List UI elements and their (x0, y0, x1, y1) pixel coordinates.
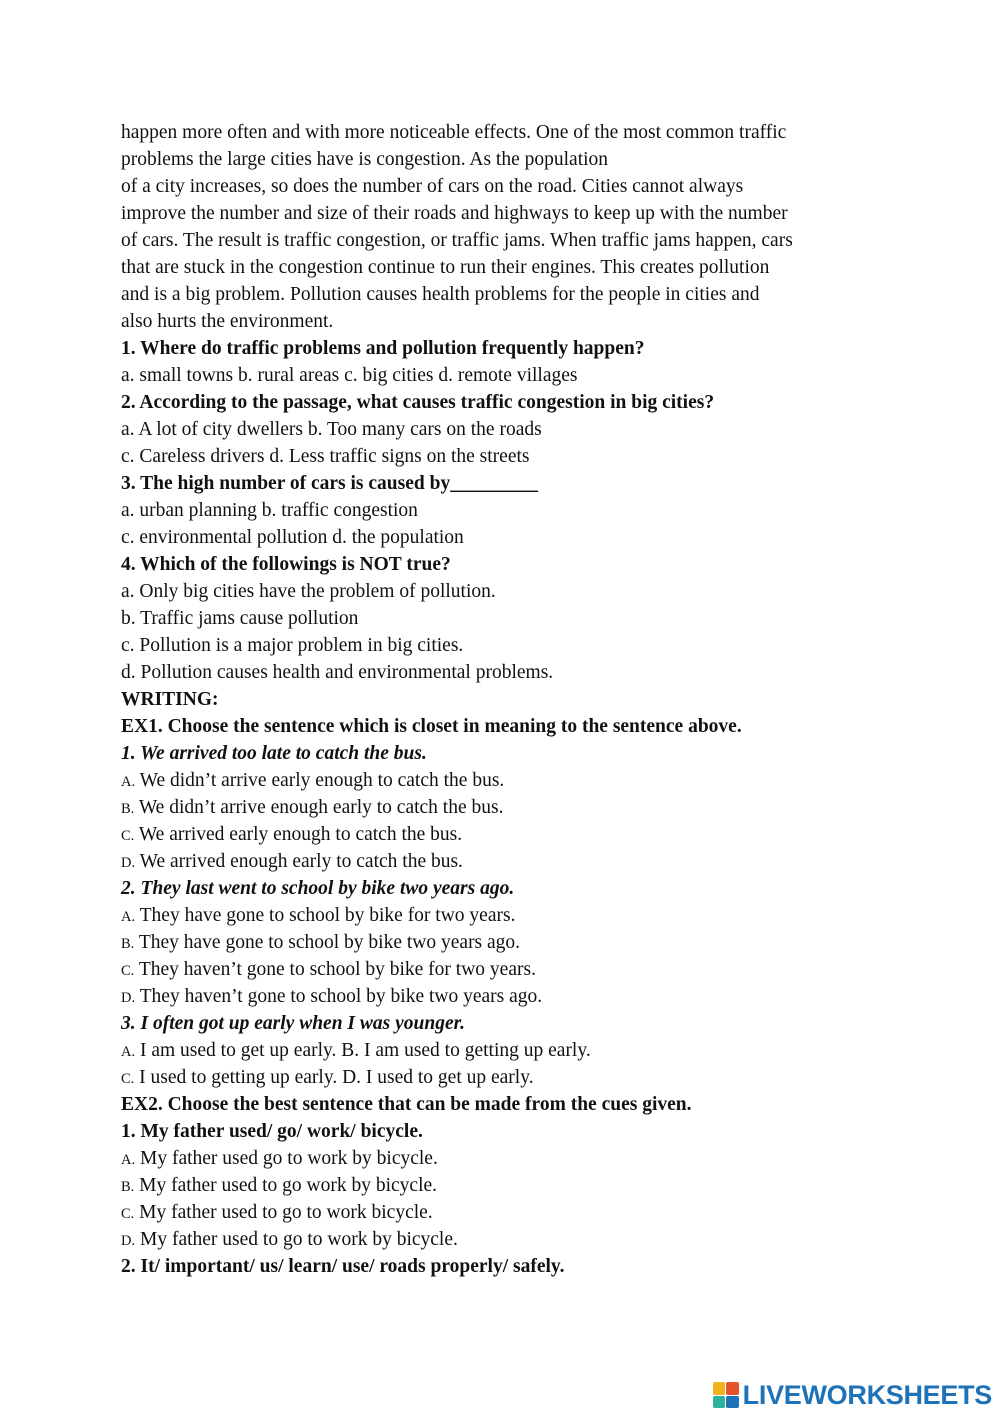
ex1-option (121, 1066, 534, 1091)
reading-option: a. A lot of city dwellers b. Too many cars on the roads (121, 419, 542, 440)
reading-question: 4. Which of the followings is NOT true? (121, 554, 451, 575)
reading-option: a. Only big cities have the problem of pollution. (121, 581, 496, 602)
option-text: We didn’t arrive early enough to catch the bus. (135, 770, 505, 791)
ex2-cue: 1. My father used/ go/ work/ bicycle. (121, 1121, 423, 1142)
ex2-option (121, 1201, 433, 1226)
passage-line: problems the large cities have is congestion. As the population (121, 149, 609, 170)
option-letter: C. (121, 963, 135, 979)
passage-line: that are stuck in the congestion continue to run their engines. This creates pollution (121, 257, 770, 278)
ex1-prompt: 2. They last went to school by bike two years ago. (121, 878, 515, 899)
ex1-option (121, 823, 462, 848)
reading-option: a. urban planning b. traffic congestion (121, 500, 418, 521)
ex1-title: EX1. Choose the sentence which is closet in meaning to the sentence above. (121, 716, 742, 737)
ex1-option (121, 985, 542, 1010)
option-letter: A. (121, 774, 136, 790)
option-letter: C. (121, 1206, 135, 1222)
passage-line: and is a big problem. Pollution causes health problems for the people in cities and (121, 284, 760, 305)
option-text: My father used to go to work by bicycle. (135, 1229, 458, 1250)
passage-line: improve the number and size of their roads and highways to keep up with the number (121, 203, 788, 224)
option-letter: A. (121, 909, 136, 925)
ex1-option (121, 769, 504, 794)
option-letter: B. (121, 1179, 135, 1195)
option-text: I used to getting up early. D. I used to get up early. (134, 1067, 534, 1088)
ex1-option (121, 796, 503, 821)
option-letter: B. (121, 801, 135, 817)
option-letter: A. (121, 1044, 136, 1060)
logo-mark-cell (726, 1396, 739, 1409)
option-text: They have gone to school by bike two years ago. (134, 932, 521, 953)
reading-option: d. Pollution causes health and environmental problems. (121, 662, 554, 683)
reading-option: a. small towns b. rural areas c. big cities d. remote villages (121, 365, 578, 386)
option-text: We arrived enough early to catch the bus. (135, 851, 463, 872)
option-letter: B. (121, 936, 135, 952)
passage-line: of a city increases, so does the number of cars on the road. Cities cannot always (121, 176, 744, 197)
logo-mark-cell (726, 1382, 739, 1395)
reading-option: c. Careless drivers d. Less traffic signs on the streets (121, 446, 530, 467)
ex1-prompt: 1. We arrived too late to catch the bus. (121, 743, 427, 764)
option-text: My father used to go work by bicycle. (134, 1175, 438, 1196)
ex1-option (121, 850, 463, 875)
writing-heading: WRITING: (121, 689, 219, 710)
reading-question: 1. Where do traffic problems and pollution frequently happen? (121, 338, 645, 359)
ex1-option (121, 958, 536, 983)
logo-text: LIVEWORKSHEETS (742, 1379, 992, 1410)
option-text: They haven’t gone to school by bike two years ago. (135, 986, 543, 1007)
option-letter: A. (121, 1152, 136, 1168)
ex2-cue: 2. It/ important/ us/ learn/ use/ roads properly/ safely. (121, 1256, 565, 1277)
option-text: We didn’t arrive enough early to catch the bus. (134, 797, 504, 818)
reading-question: 2. According to the passage, what causes traffic congestion in big cities? (121, 392, 715, 413)
ex2-title: EX2. Choose the best sentence that can be made from the cues given. (121, 1094, 692, 1115)
ex2-option (121, 1174, 437, 1199)
option-letter: D. (121, 855, 136, 871)
option-text: We arrived early enough to catch the bus. (134, 824, 463, 845)
passage-line: happen more often and with more noticeable effects. One of the most common traffic (121, 122, 787, 143)
ex1-option (121, 931, 520, 956)
ex1-option (121, 1039, 591, 1064)
logo-mark-icon (713, 1382, 739, 1408)
option-letter: D. (121, 1233, 136, 1249)
option-text: I am used to get up early. B. I am used to getting up early. (135, 1040, 591, 1061)
option-text: My father used go to work by bicycle. (135, 1148, 438, 1169)
option-text: They haven’t gone to school by bike for two years. (134, 959, 536, 980)
ex2-option (121, 1228, 458, 1253)
reading-option: c. environmental pollution d. the population (121, 527, 464, 548)
reading-option: b. Traffic jams cause pollution (121, 608, 359, 629)
passage-line: of cars. The result is traffic congestion, or traffic jams. When traffic jams happen, cars (121, 230, 793, 251)
ex1-option (121, 904, 515, 929)
option-letter: C. (121, 828, 135, 844)
ex1-prompt: 3. I often got up early when I was younger. (121, 1013, 466, 1034)
ex2-option (121, 1147, 438, 1172)
option-text: They have gone to school by bike for two years. (135, 905, 516, 926)
passage-line: also hurts the environment. (121, 311, 334, 332)
reading-option: c. Pollution is a major problem in big cities. (121, 635, 464, 656)
logo-mark-cell (713, 1382, 726, 1395)
logo-mark-cell (713, 1396, 726, 1409)
liveworksheets-logo (713, 1378, 992, 1412)
option-letter: C. (121, 1071, 135, 1087)
option-text: My father used to go to work bicycle. (134, 1202, 433, 1223)
option-letter: D. (121, 990, 136, 1006)
reading-question: 3. The high number of cars is caused by_________ (121, 473, 538, 494)
